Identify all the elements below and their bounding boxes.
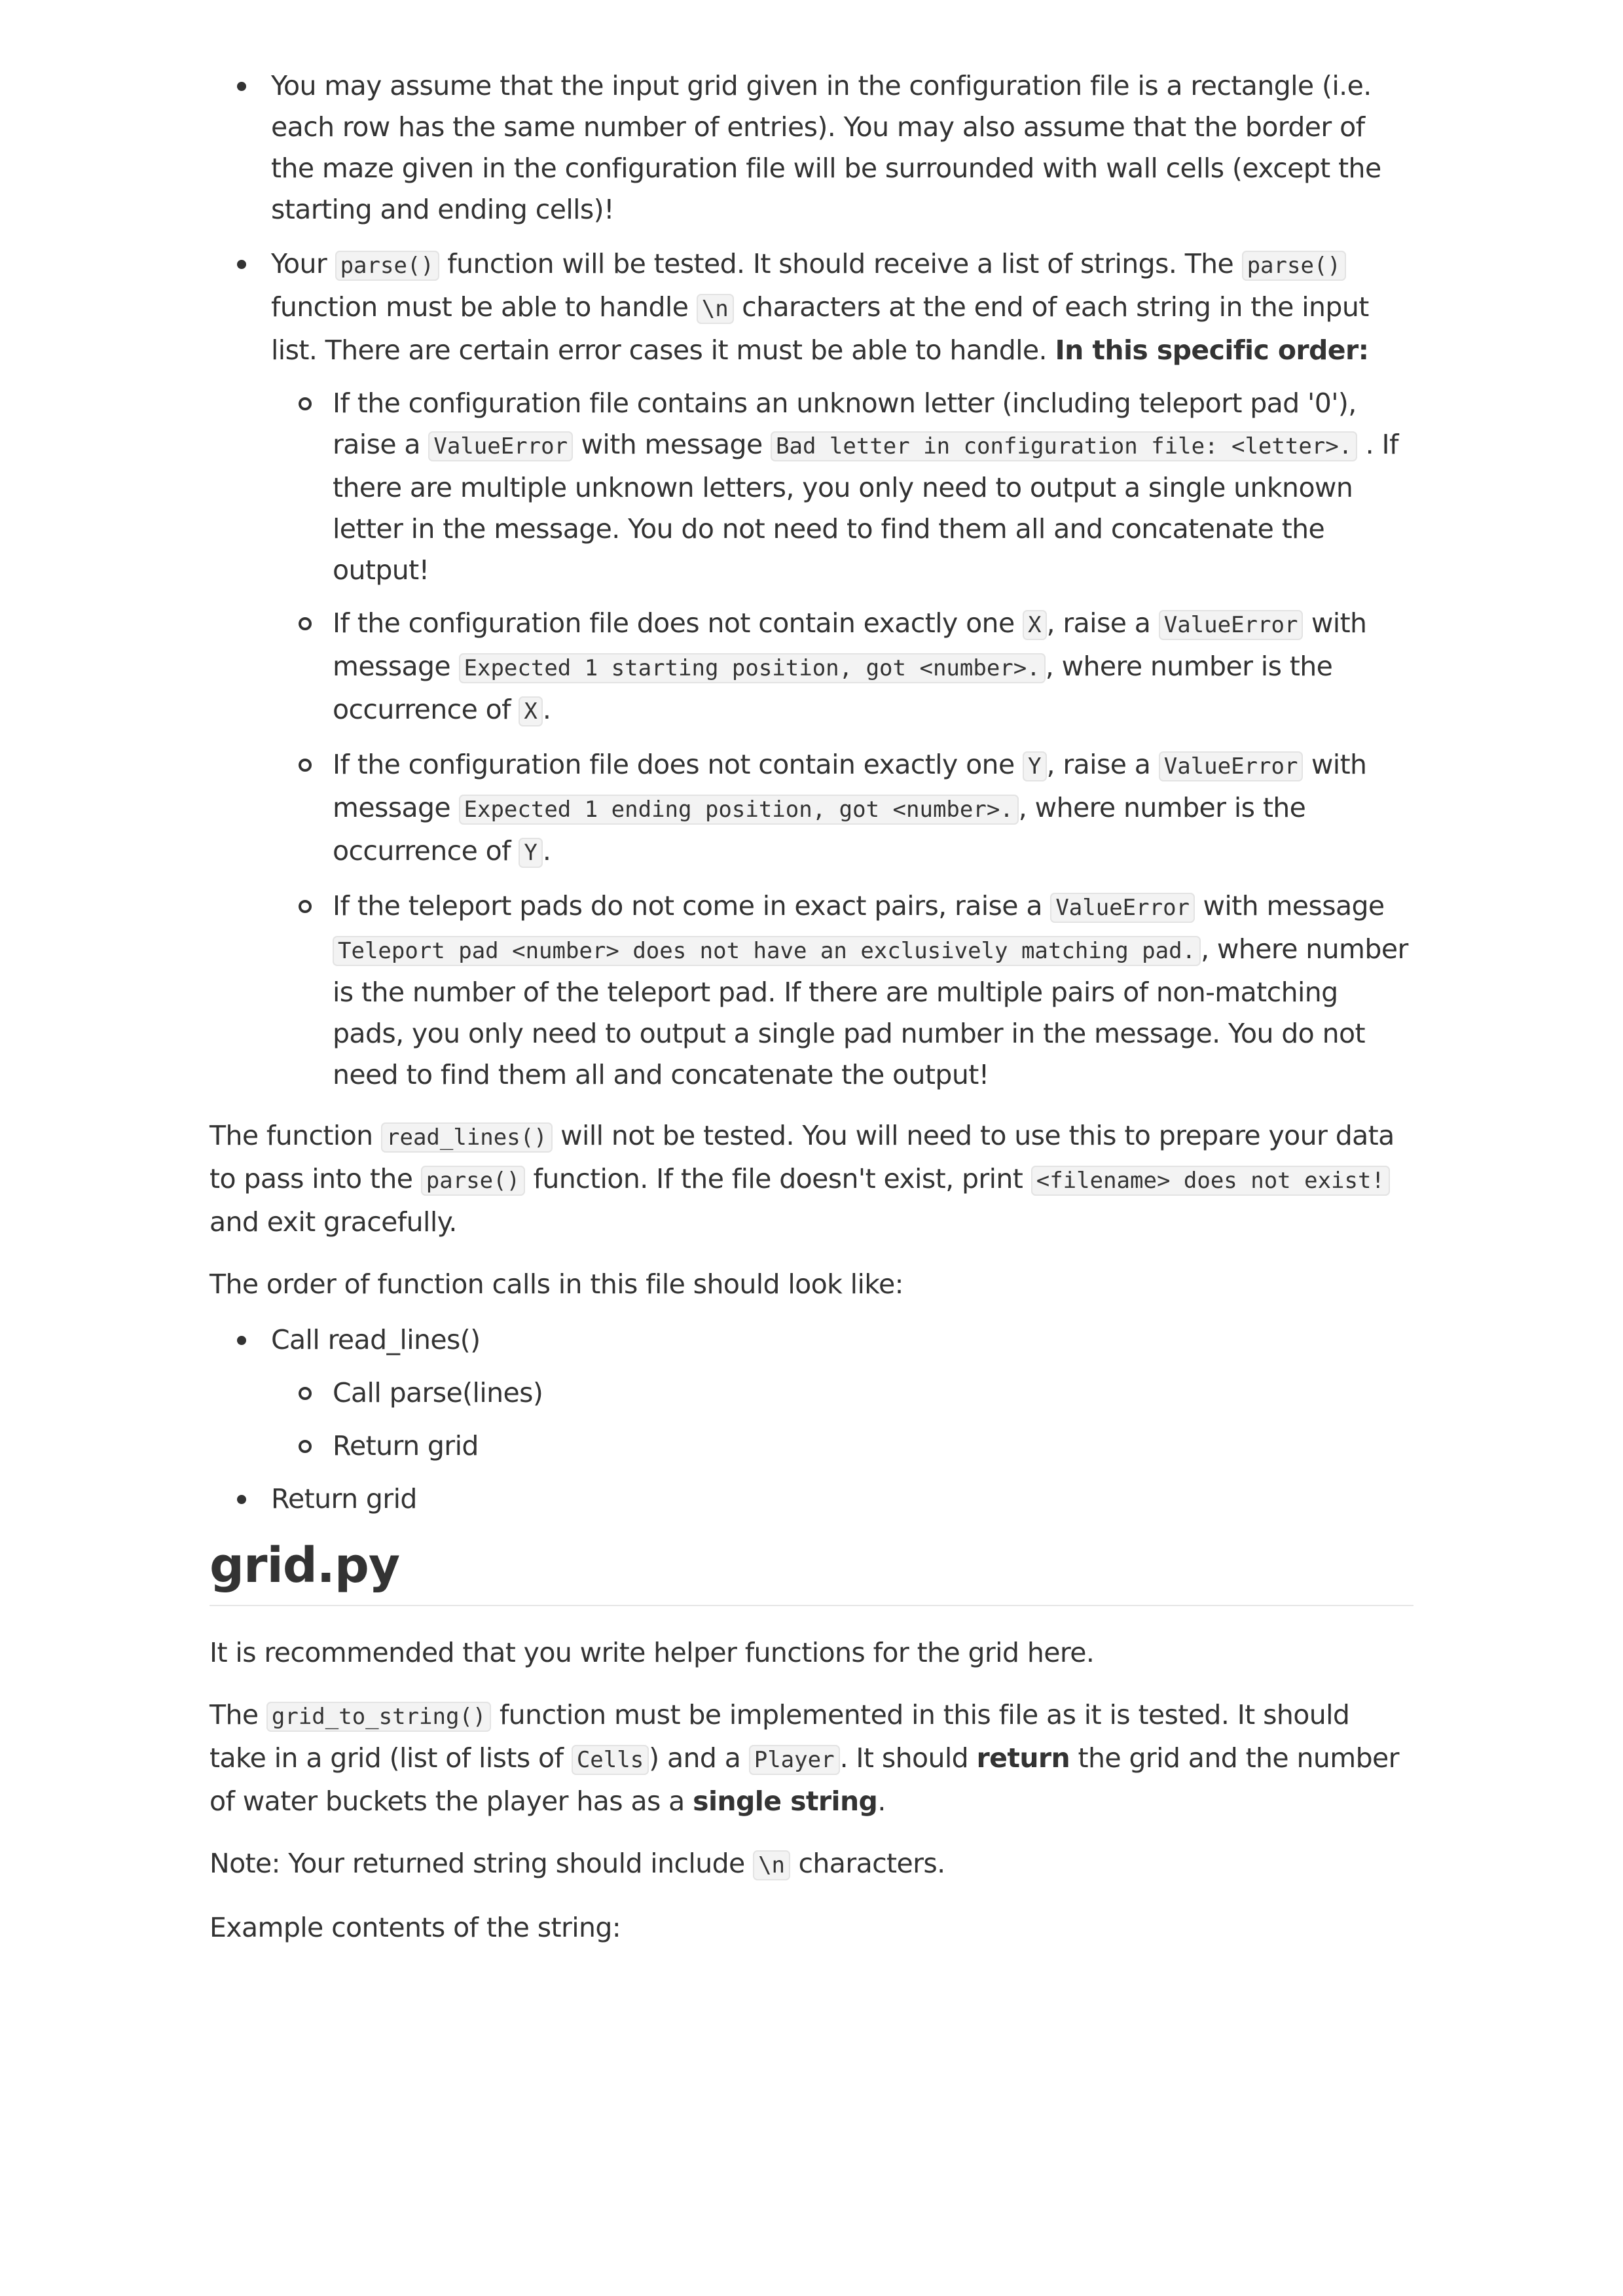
code-parse: parse() <box>335 251 439 281</box>
read-lines-paragraph: The function read_lines() will not be tested. You will need to use this to prepare your data to pass into the parse() function. If the file doesn't exist, print <filename> does not exist! and exit gracefully. <box>210 1120 1395 1238</box>
list-item: Return grid <box>271 1426 1413 1467</box>
list-item: Your parse() function will be tested. It should receive a list of strings. The parse() function must be able to handle \n characters at the end of each string in the input list. There are certain error cases it must be able to handle. In this specific order: If the configuration file contains an unknown letter (including teleport pad '0'), raise a ValueError with message Bad letter in configuration file: <letter>. . If there are multiple unknown letters, you only need to output a single unknown letter in the message. You do not need to find them all and concatenate the output! If the configuration file does not contain exactly one X , raise a ValueError with message Expected 1 starting position, got <number>. , where number is the occurrence of X . If the configuration file does not contain exactly one Y , raise a ValueError with message Expected 1 ending position, got <number>. , where number is the occurrence of Y . If the teleport pads do not come in exact pairs, raise a ValueError with message Teleport pad <number> does not have an exclusively matching pad. , where number is the number of the teleport pad. If there are multiple pairs of non-matching pads, you only need to output a single pad number in the message. You do not need to find them all and concatenate the output! <box>210 243 1413 1096</box>
code-player: Player <box>749 1745 840 1775</box>
nested-call-list <box>271 1372 1413 1467</box>
section-heading: grid.py <box>210 1533 1413 1606</box>
bullet-icon <box>237 1495 246 1504</box>
bullet-icon <box>237 260 246 269</box>
code-valueerror: ValueError <box>1159 751 1304 781</box>
circle-bullet-icon <box>299 900 312 913</box>
code-y: Y <box>1023 751 1046 781</box>
circle-bullet-icon <box>299 1387 312 1400</box>
code-parse: parse() <box>1242 251 1346 281</box>
code-message: Bad letter in configuration file: <letter>. <box>771 431 1357 461</box>
error-cases-list <box>271 383 1413 1096</box>
helper-paragraph: It is recommended that you write helper functions for the grid here. <box>210 1637 1095 1668</box>
list-item: Call read_lines() Call parse(lines) Return grid <box>210 1319 1413 1467</box>
note-paragraph: Note: Your returned string should include \n characters. <box>210 1848 945 1879</box>
list-item: Return grid <box>210 1479 1413 1520</box>
list-item: If the configuration file does not contain exactly one Y , raise a ValueError with message Expected 1 ending position, got <number>. , where number is the occurrence of Y . <box>271 744 1413 874</box>
grid-to-string-paragraph: The grid_to_string() function must be implemented in this file as it is tested. It should take in a grid (list of lists of Cells ) and a Player . It should return the grid and the number of water buckets the player has as a single string. <box>210 1699 1399 1817</box>
list-item: If the configuration file contains an unknown letter (including teleport pad '0'), raise a ValueError with message Bad letter in configuration file: <letter>. . If there are multiple unknown letters, you only need to output a single unknown letter in the message. You do not need to find them all and concatenate the output! <box>271 383 1413 591</box>
code-valueerror: ValueError <box>1159 610 1304 640</box>
call-order-list <box>210 1319 1413 1520</box>
list-item: If the teleport pads do not come in exact pairs, raise a ValueError with message Teleport pad <number> does not have an exclusively matching pad. , where number is the number of the teleport pad. If there are multiple pairs of non-matching pads, you only need to output a single pad number in the message. You do not need to find them all and concatenate the output! <box>271 886 1413 1096</box>
bold-text: In this specific order: <box>1055 334 1369 366</box>
circle-bullet-icon <box>299 759 312 772</box>
circle-bullet-icon <box>299 617 312 630</box>
code-message: Teleport pad <number> does not have an exclusively matching pad. <box>333 936 1201 966</box>
list-item: If the configuration file does not contain exactly one X , raise a ValueError with message Expected 1 starting position, got <number>. , where number is the occurrence of X . <box>271 603 1413 732</box>
code-message: Expected 1 ending position, got <number>. <box>459 795 1019 825</box>
circle-bullet-icon <box>299 397 312 410</box>
list-item: Call parse(lines) <box>271 1372 1413 1414</box>
code-read-lines: read_lines() <box>381 1122 553 1153</box>
code-newline: \n <box>753 1850 790 1880</box>
bullet-icon <box>237 1336 246 1345</box>
code-valueerror: ValueError <box>1050 893 1195 923</box>
code-y: Y <box>519 838 542 868</box>
code-grid-to-string: grid_to_string() <box>266 1702 492 1732</box>
code-cells: Cells <box>572 1745 649 1775</box>
code-filename-message: <filename> does not exist! <box>1031 1166 1390 1196</box>
circle-bullet-icon <box>299 1440 312 1453</box>
code-parse: parse() <box>421 1166 525 1196</box>
code-x: X <box>519 696 542 726</box>
order-paragraph: The order of function calls in this file should look like: <box>210 1268 903 1300</box>
example-paragraph: Example contents of the string: <box>210 1912 621 1943</box>
bold-text: return <box>976 1742 1070 1774</box>
bold-text: single string <box>693 1785 878 1817</box>
code-message: Expected 1 starting position, got <number>. <box>459 653 1046 683</box>
bullet-icon <box>237 82 246 91</box>
code-x: X <box>1023 610 1046 640</box>
list-item: You may assume that the input grid given in the configuration file is a rectangle (i.e. each row has the same number of entries). You may also assume that the border of the maze given in the configuration file will be surrounded with wall cells (except the starting and ending cells)! <box>210 65 1413 230</box>
code-valueerror: ValueError <box>428 431 573 461</box>
code-newline: \n <box>697 294 734 324</box>
requirements-list <box>210 65 1413 1096</box>
